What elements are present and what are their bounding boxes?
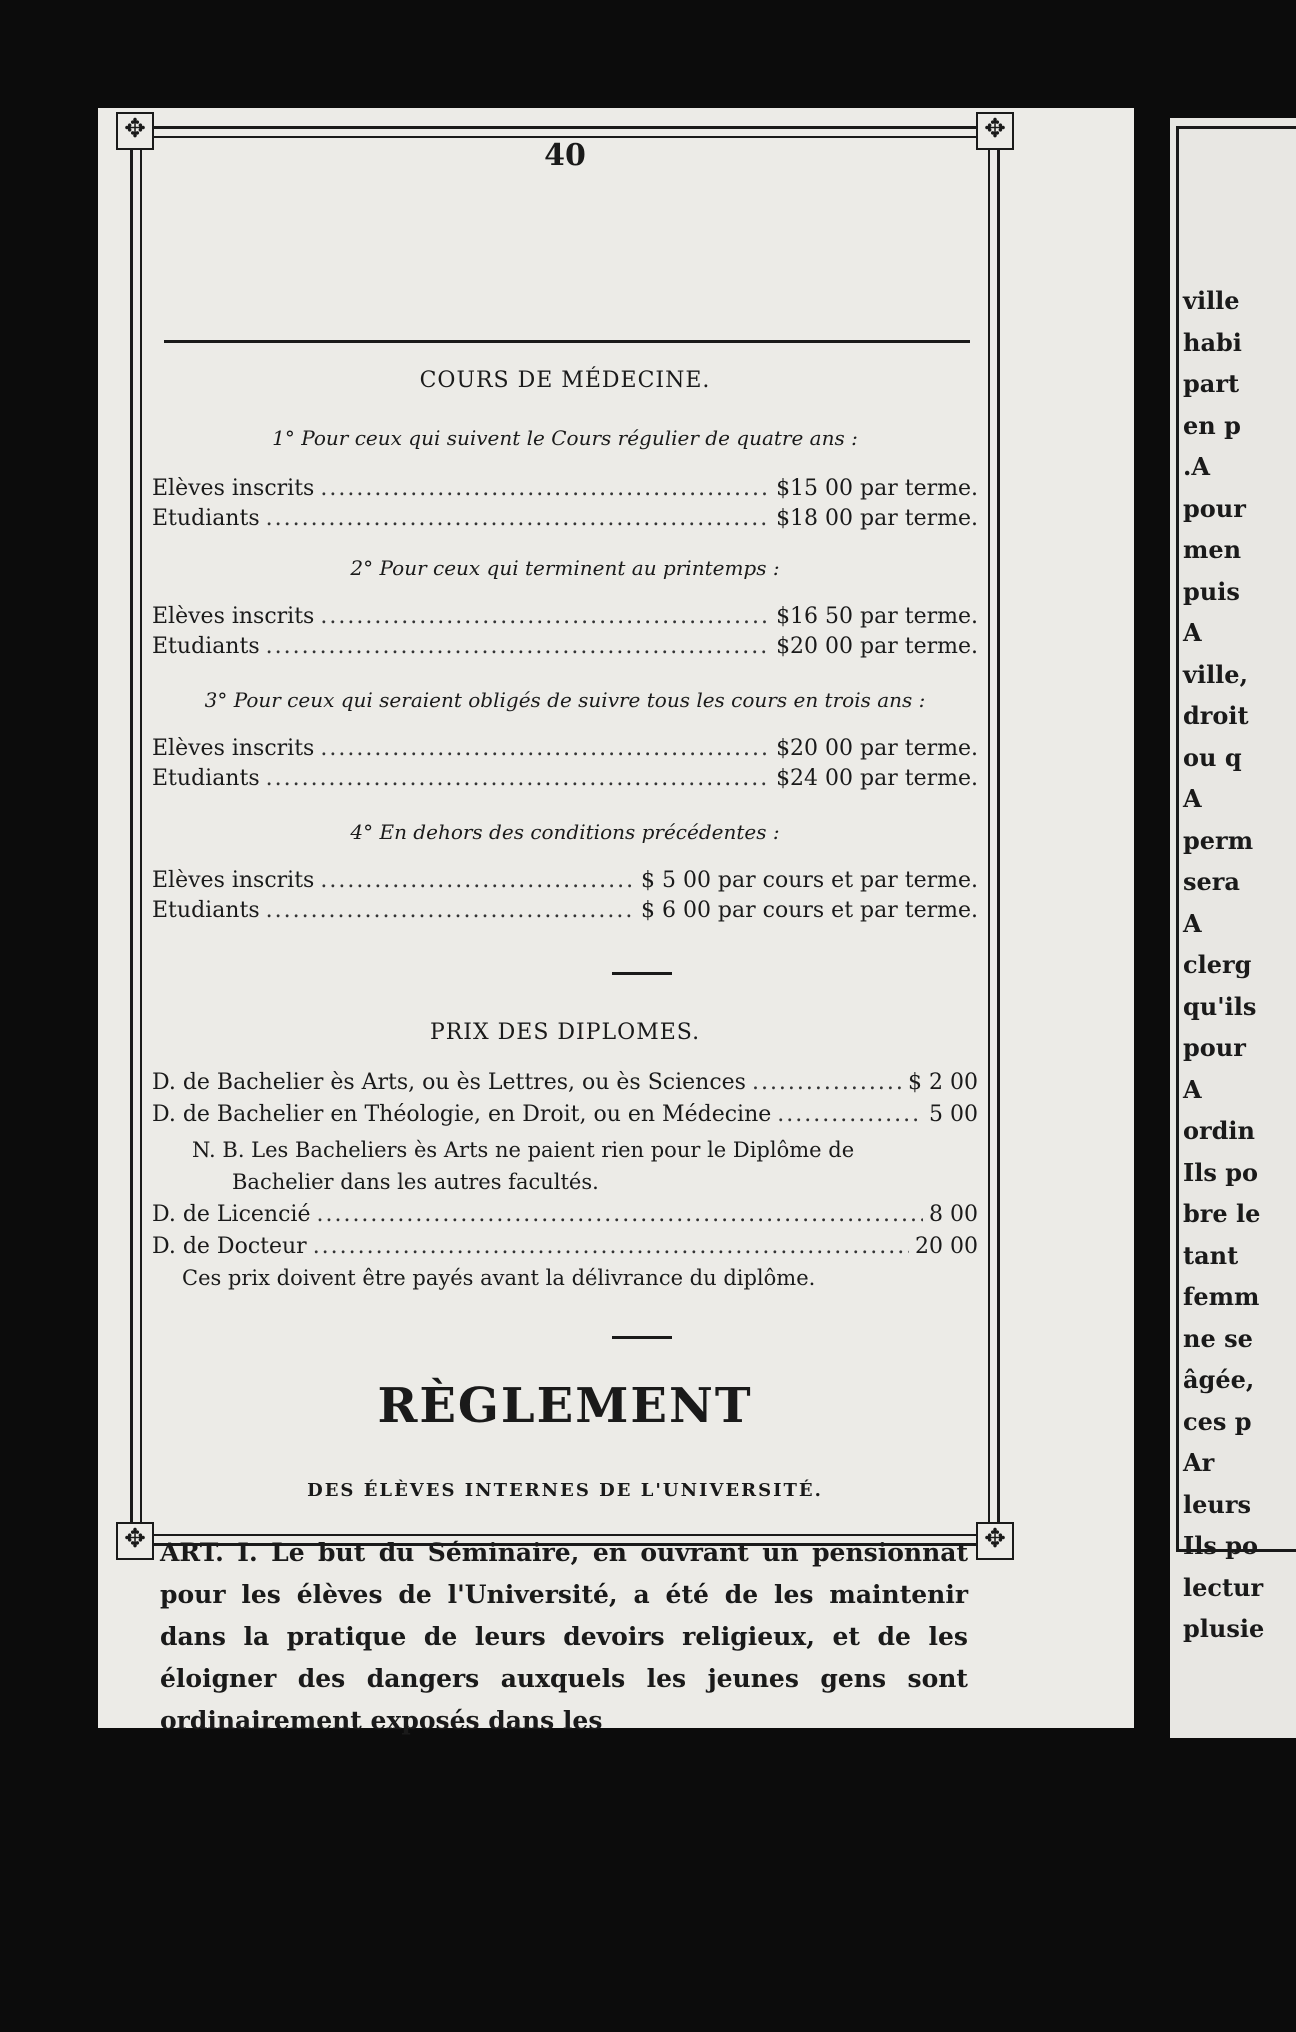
diploma-price: 5 00	[929, 1102, 978, 1127]
fee-row	[152, 766, 978, 796]
right-page-line: men	[1183, 535, 1242, 564]
right-page-line: âgée,	[1183, 1365, 1255, 1394]
fee-row	[152, 604, 978, 634]
right-page-line: .A	[1183, 452, 1210, 481]
right-page-line: Ils po	[1183, 1531, 1258, 1560]
leader-dots	[266, 506, 770, 531]
leader-dots	[266, 898, 635, 923]
article-1-paragraph: ART. I. Le but du Séminaire, en ouvrant un pensionnat pour les élèves de l'Université, a été de les maintenir dans la pratique de leurs devoirs religieux, et de les éloigner des dangers auxquels les jeunes gens sont ordinairement exposés dans les	[160, 1538, 968, 1735]
fee-row	[152, 506, 978, 536]
right-page-line: part	[1183, 369, 1240, 398]
right-page-line: lectur	[1183, 1572, 1264, 1602]
fee-row	[152, 476, 978, 506]
leader-dots	[752, 1070, 902, 1095]
fee-value: $24 00 par terme.	[776, 766, 978, 791]
leader-dots	[266, 766, 770, 791]
diploma-row	[152, 1070, 978, 1100]
fee-label: Etudiants	[152, 898, 260, 923]
diploma-row	[152, 1234, 978, 1264]
right-page-line: plusie	[1183, 1614, 1265, 1643]
right-page-line: femm	[1183, 1282, 1260, 1311]
right-page-line: ville	[1183, 286, 1240, 315]
fee-value: $15 00 par terme.	[776, 476, 978, 501]
fee-value: $20 00 par terme.	[776, 634, 978, 659]
right-page-line: A	[1183, 1074, 1202, 1104]
right-page-line: sera	[1183, 867, 1240, 896]
nb-note-line-2: Bachelier dans les autres facultés.	[232, 1170, 599, 1194]
right-page-line: pour	[1183, 493, 1246, 523]
right-page-column	[1183, 280, 1296, 1650]
section-title-medecine: COURS DE MÉDECINE.	[419, 368, 711, 393]
header-rule	[164, 340, 970, 343]
leader-dots	[320, 476, 770, 501]
right-page-line: qu'ils	[1183, 991, 1257, 1021]
diploma-price: 8 00	[929, 1202, 978, 1227]
right-page-line: ne se	[1183, 1323, 1253, 1353]
corner-ornament-icon: ✥	[116, 1522, 154, 1560]
leader-dots	[320, 736, 770, 761]
fee-value: $16 50 par terme.	[776, 604, 978, 629]
reglement-title: RÈGLEMENT	[377, 1378, 753, 1434]
right-page-line: Ils po	[1183, 1157, 1258, 1187]
page-number: 40	[544, 138, 586, 173]
right-page-line: leurs	[1183, 1489, 1251, 1519]
group-heading-4: 4° En dehors des conditions précédentes :	[350, 820, 780, 844]
section-title-diplomes: PRIX DES DIPLOMES.	[429, 1020, 701, 1045]
fee-label: Elèves inscrits	[152, 604, 315, 629]
right-page-line: tant	[1183, 1240, 1239, 1270]
group-heading-3: 3° Pour ceux qui seraient obligés de suivre tous les cours en trois ans :	[204, 688, 926, 712]
right-page-line: bre le	[1183, 1199, 1261, 1228]
diploma-label: D. de Licencié	[152, 1202, 311, 1227]
leader-dots	[316, 1202, 923, 1227]
leader-dots	[266, 634, 770, 659]
fee-label: Etudiants	[152, 506, 260, 531]
reglement-subtitle: DES ÉLÈVES INTERNES DE L'UNIVERSITÉ.	[307, 1480, 823, 1501]
leader-dots	[777, 1102, 923, 1127]
fee-row	[152, 736, 978, 766]
fee-row	[152, 634, 978, 664]
corner-ornament-icon: ✥	[976, 1522, 1014, 1560]
right-page-line: ou q	[1183, 742, 1242, 772]
group-heading-1: 1° Pour ceux qui suivent le Cours régulier de quatre ans :	[272, 426, 858, 450]
right-page-line: ville,	[1183, 659, 1248, 689]
diploma-price: $ 2 00	[908, 1070, 978, 1095]
right-page-line: en p	[1183, 410, 1241, 440]
fee-label: Etudiants	[152, 766, 260, 791]
corner-ornament-icon: ✥	[976, 112, 1014, 150]
section-divider	[612, 972, 672, 975]
right-page-line: perm	[1183, 825, 1254, 855]
right-page-line: ordin	[1183, 1116, 1255, 1145]
corner-ornament-icon: ✥	[116, 112, 154, 150]
right-page-line: A	[1183, 784, 1202, 813]
diploma-label: D. de Docteur	[152, 1234, 307, 1259]
payment-note: Ces prix doivent être payés avant la délivrance du diplôme.	[182, 1266, 816, 1290]
diploma-row	[152, 1102, 978, 1132]
fee-value: $20 00 par terme.	[776, 736, 978, 761]
right-page-line: clerg	[1183, 950, 1252, 979]
right-page-line: ces p	[1183, 1406, 1252, 1436]
fee-row	[152, 898, 978, 928]
nb-note-line-1: N. B. Les Bacheliers ès Arts ne paient rien pour le Diplôme de	[192, 1138, 855, 1162]
diploma-label: D. de Bachelier en Théologie, en Droit, ou en Médecine	[152, 1102, 772, 1127]
fee-row	[152, 868, 978, 898]
diploma-row	[152, 1202, 978, 1232]
right-page-line: Ar	[1183, 1448, 1215, 1477]
fee-label: Elèves inscrits	[152, 736, 315, 761]
right-page-line: A	[1183, 908, 1202, 938]
leader-dots	[320, 868, 635, 893]
fee-label: Etudiants	[152, 634, 260, 659]
fee-value: $18 00 par terme.	[776, 506, 978, 531]
leader-dots	[320, 604, 770, 629]
leader-dots	[313, 1234, 909, 1259]
right-page-line: droit	[1183, 701, 1249, 730]
right-page-line: puis	[1183, 576, 1240, 606]
fee-value: $ 5 00 par cours et par terme.	[640, 868, 978, 893]
diploma-price: 20 00	[915, 1234, 978, 1259]
diploma-label: D. de Bachelier ès Arts, ou ès Lettres, ou ès Sciences	[152, 1070, 746, 1095]
fee-label: Elèves inscrits	[152, 868, 315, 893]
fee-label: Elèves inscrits	[152, 476, 315, 501]
fee-value: $ 6 00 par cours et par terme.	[640, 898, 978, 923]
right-page-line: habi	[1183, 327, 1242, 357]
group-heading-2: 2° Pour ceux qui terminent au printemps :	[350, 556, 780, 580]
right-page-line: A	[1183, 618, 1202, 647]
section-divider	[612, 1336, 672, 1339]
right-page-line: pour	[1183, 1033, 1246, 1062]
